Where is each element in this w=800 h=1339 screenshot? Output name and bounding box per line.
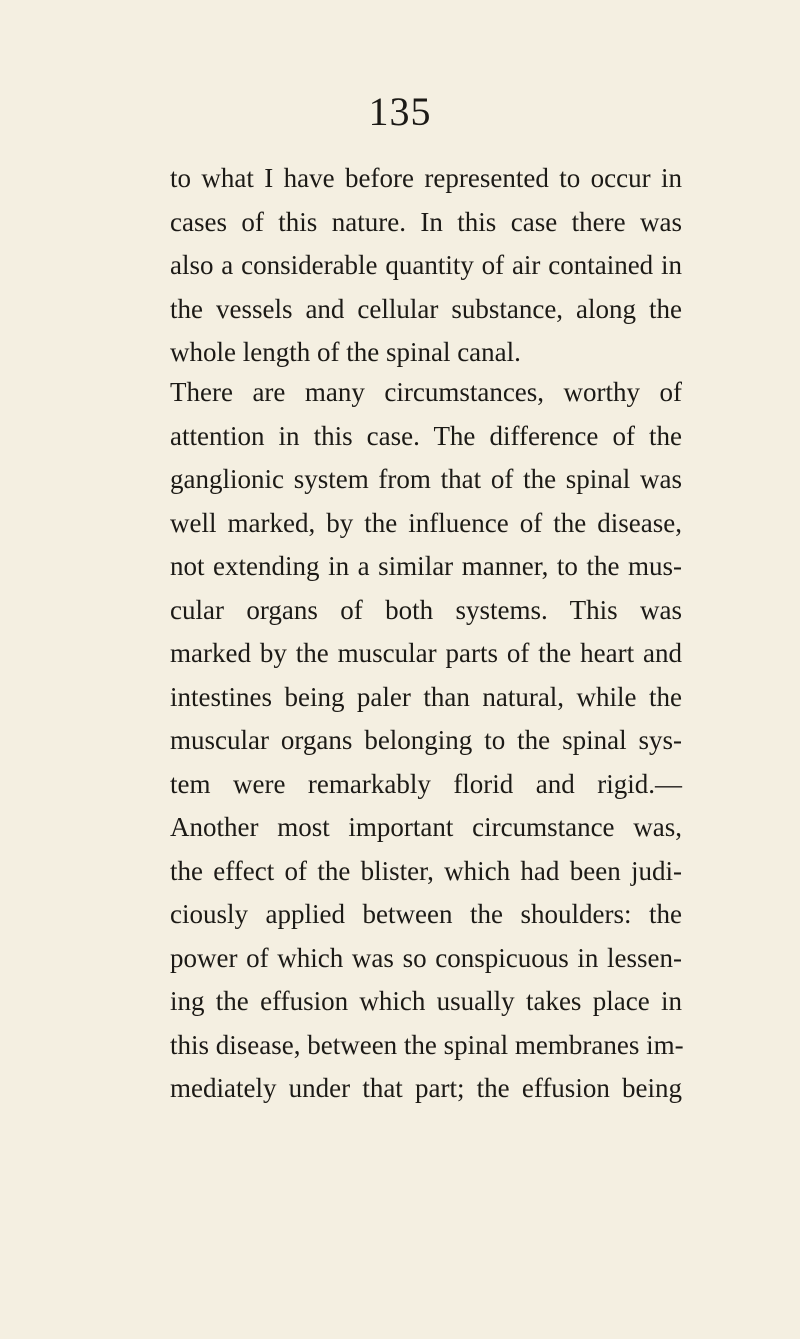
page-number: 135 [368, 89, 432, 134]
text-line: attention in this case. The difference of the [170, 420, 682, 451]
text-line: cular organs of both systems. This was [170, 594, 682, 625]
text-line: cases of this nature. In this case there was [170, 206, 682, 237]
text-line: ganglionic system from that of the spinal was [170, 464, 682, 494]
text-line: this disease, between the spinal membranes im- [170, 1029, 684, 1060]
text-line: tem were remarkably florid and rigid.— [170, 768, 682, 799]
text-line: power of which was so conspicuous in lessen- [170, 942, 682, 973]
text-line: intestines being paler than natural, while the [170, 681, 682, 712]
text-line: to what I have before represented to occur in [170, 163, 682, 193]
text-line: Another most important circumstance was, [170, 812, 682, 842]
text-line: mediately under that part; the effusion being [170, 1073, 682, 1103]
text-line: whole length of the spinal canal. [170, 337, 521, 367]
text-line: ing the effusion which usually takes place in [170, 986, 682, 1016]
text-line: well marked, by the influence of the disease, [170, 507, 682, 538]
text-line: also a considerable quantity of air contained in [170, 250, 682, 280]
text-line: marked by the muscular parts of the heart and [170, 638, 682, 668]
text-line: not extending in a similar manner, to the mus- [170, 551, 682, 581]
text-line: the effect of the blister, which had been judi- [170, 855, 682, 886]
text-line: ciously applied between the shoulders: the [170, 899, 682, 929]
text-line: muscular organs belonging to the spinal sys- [170, 725, 682, 755]
text-line: the vessels and cellular substance, along the [170, 293, 682, 324]
paragraph-2 [170, 371, 682, 1111]
text-line: There are many circumstances, worthy of [170, 377, 682, 407]
paragraph-1 [170, 157, 682, 375]
